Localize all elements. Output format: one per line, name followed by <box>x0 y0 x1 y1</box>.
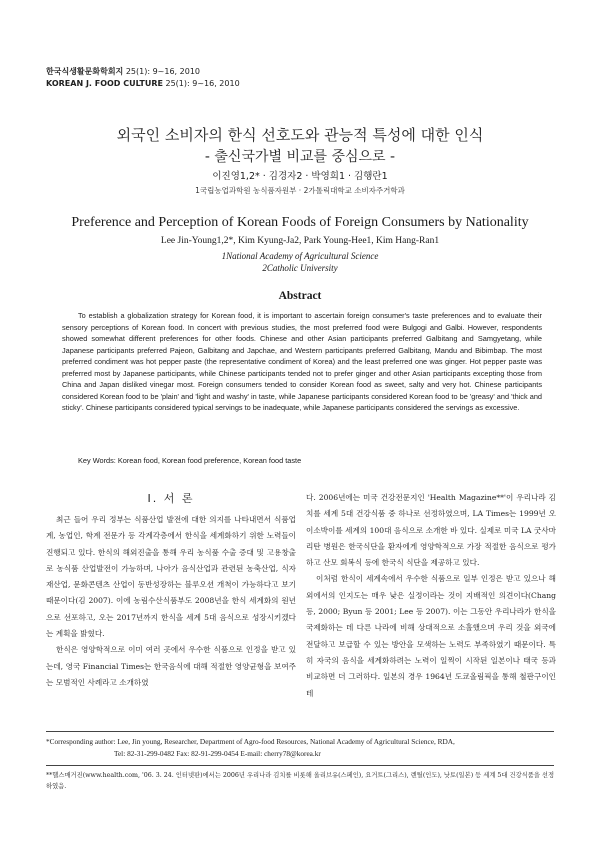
footnote-rule <box>46 765 554 766</box>
corresponding-author-footnote <box>46 736 556 759</box>
paragraph: 이처럼 한식이 세계속에서 우수한 식품으로 일부 인정은 받고 있으나 해외에서의 인지도는 매우 낮은 실정이라는 것이 지배적인 의견이다(Chang 등, 2000; Byun 등 2001; Lee 등 2007). 이는 그동안 우리나라가 한식을 국제화하는 데 다른 나라에 비해 상대적으로 소홀했으며 우리 것을 외국에 전달하고 보급할 수 있는 방안을 모색하는 노력도 부족하였기 때문이다. 특히 자국의 음식을 세계화하려는 노력이 일찍이 시작된 일본이나 태국 등과 비교하면 더 그러하다. 일본의 경우 1964년 도쿄올림픽을 통해 철판구이인 테 <box>306 574 556 698</box>
journal-name-korean: 한국식생활문화학회지 <box>46 67 124 76</box>
journal-issue-english: 25(1): 9~16, 2010 <box>165 79 240 88</box>
title-english: Preference and Perception of Korean Foods of Foreign Consumers by Nationality <box>71 215 529 230</box>
paragraph: 한식은 영양학적으로 이미 여러 곳에서 우수한 식품으로 인정을 받고 있는데, 영국 Financial Times는 한국음식에 대해 적절한 영양균형을 보여주는 모범적인 사례라고 소개하였 <box>46 645 296 687</box>
affiliation-english-1: 1National Academy of Agricultural Science <box>221 251 379 261</box>
affiliation-korean: 1국립농업과학원 농식품자원부 · 2가톨릭대학교 소비자주거학과 <box>195 186 405 195</box>
authors-english: Lee Jin-Young1,2*, Kim Kyung-Ja2, Park Young-Hee1, Kim Hang-Ran1 <box>160 236 440 246</box>
corresponding-line-2: Tel: 82-31-299-0482 Fax: 82-91-299-0454 E-mail: cherry78@korea.kr <box>114 748 321 758</box>
abstract-body <box>62 310 542 414</box>
journal-line-english <box>46 78 240 90</box>
title-korean: 외국인 소비자의 한식 선호도와 관능적 특성에 대한 인식 <box>116 126 484 144</box>
abstract-text: To establish a globalization strategy for Korean food, it is important to ascertain foreign consumer's taste preferences and to evaluate their sensory perceptions of Korean food. In concert with previous studies, the most preferred food were Bulgogi and Galbi. However, respondents showed somewhat different preferences for other foods. Chinese and other Asian participants preferred Galbitang and Samgyetang, while Japanese participants preferred Pajeon, Galbitang and Japchae, and Western participants preferred Galbitang, Mandu and Bibimbap. The most preferred condiment was hot pepper paste (the representative condiment of Korea) and the least preferred one was ginger. Hot pepper paste was preferred most by Japanese participants, while Chinese participants tended not to prefer ginger and other Asian participants excepting those from China and Japan disliked vinegar most. Foreign consumers tended to consider Korean food as sweet, salty and very hot. Chinese participants considered Korean food to be 'plain' and 'light and washy' in taste, while Japanese participants considered Korean food to be 'greasy' and 'thick and sticky'. Chinese participants considered typical servings to be inadequate, while Japanese participants considered the servings as excessive. <box>62 311 542 413</box>
subtitle-korean: - 출신국가별 비교를 중심으로 - <box>204 149 396 165</box>
corresponding-line-1: Lee, Jin young, Researcher, Department of Agro-food Resources, National Academy of Agricultural Science, RDA, <box>117 737 455 746</box>
paragraph: 다. 2006년에는 미국 건강전문지인 'Health Magazine**'이 우리나라 김치를 세계 5대 건강식품 중 하나로 선정하였으며, LA Times는 1999년 오이소박이를 세계의 100대 음식으로 소개한 바 있다. 실제로 미국 LA 굿사마리탄 병원은 한국식단을 환자에게 영양학적으로 가장 적절한 음식으로 평가하고 산모 회복식 등에 한국식 식단을 제공하고 있다. <box>306 493 556 568</box>
health-magazine-footnote: **헬스매거진(www.health.com, '06. 3. 24. 인터넷판)에서는 2006년 우리나라 김치를 비롯해 올리브유(스페인), 요거트(그리스), 렌틸(인도), 낫토(일본) 등 세계 5대 건강식품을 선정하였음. <box>46 772 555 790</box>
journal-header <box>46 66 240 90</box>
journal-line-korean <box>46 66 240 78</box>
left-column <box>46 512 296 691</box>
footnote-divider <box>46 731 554 732</box>
authors-korean: 이진영1,2* · 김경자2 · 박영희1 · 김행란1 <box>212 171 388 182</box>
abstract-heading: Abstract <box>278 290 322 302</box>
keywords: Key Words: Korean food, Korean food preference, Korean food taste <box>78 456 302 465</box>
right-column <box>306 490 556 702</box>
journal-issue-korean: 25(1): 9~16, 2010 <box>125 67 200 76</box>
journal-name-english: KOREAN J. FOOD CULTURE <box>46 79 163 88</box>
paragraph: 최근 들어 우리 정부는 식품산업 발전에 대한 의지를 나타내면서 식품업계, 농업인, 학계 전문가 등 각계각층에서 한식을 세계화하기 위한 노력들이 진행되고 있다. 한식의 해외진출을 통해 우리 농식품 수출 증대 및 고용창출로 농식품 산업발전이 가능하며, 나아가 음식산업과 관련된 농축산업, 식자재산업, 문화콘텐츠 산업이 동반성장하는 블루오션 개척이 가능하다고 보기 때문이다(김 2007). 이에 농림수산식품부도 2008년을 한식 세계화의 원년으로 선포하고, 오는 2017년까지 한식을 세계 5대 음식으로 성장시키겠다는 계획을 밝혔다. <box>46 515 296 639</box>
affiliation-english <box>0 250 600 274</box>
affiliation-english-2: 2Catholic University <box>262 263 338 273</box>
corresponding-label: *Corresponding author: <box>46 737 116 746</box>
section-heading-introduction: I. 서 론 <box>147 492 195 505</box>
